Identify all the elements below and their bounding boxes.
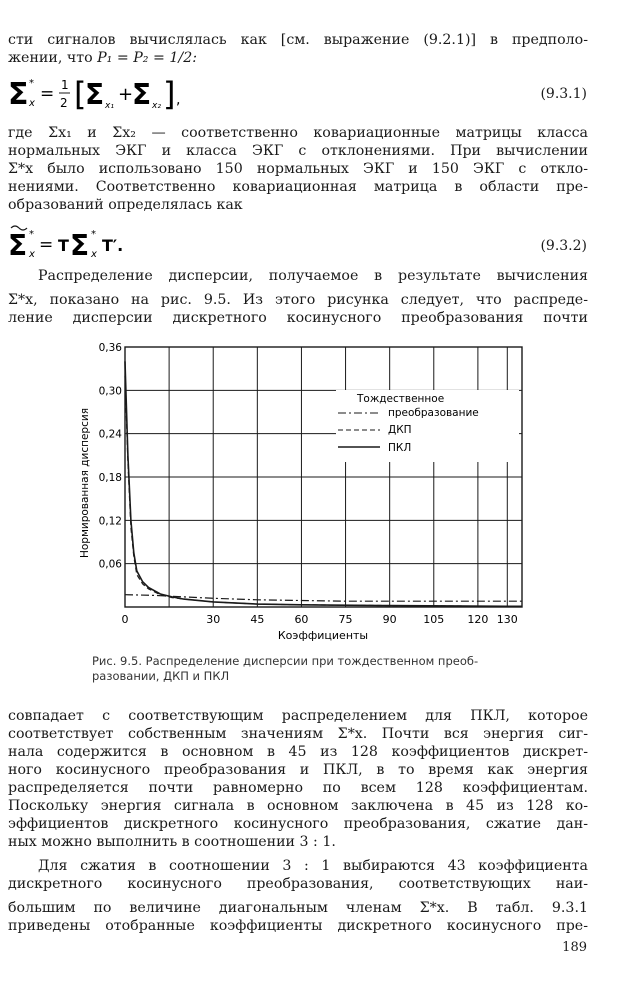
figure-caption: разовании, ДКП и ПКЛ — [92, 669, 230, 683]
x-tick-label: 90 — [382, 613, 397, 626]
text-line: Σ*x было использовано 150 нормальных ЭКГ и 150 ЭКГ с откло- — [8, 161, 588, 177]
y-tick-label: 0,30 — [98, 385, 122, 398]
equation-number: (9.3.2) — [540, 238, 587, 254]
text-fragment: жении, что — [8, 50, 98, 66]
svg-text:Σ: Σ — [8, 229, 28, 262]
text-line: дискретного косинусного преобразования, соответствующих наи- — [8, 876, 588, 892]
svg-text:Σ: Σ — [85, 78, 105, 111]
x-tick-label: 60 — [294, 613, 309, 626]
y-tick-label: 0,36 — [98, 342, 122, 354]
page-number: 189 — [562, 940, 587, 955]
equation-9-3-1 — [8, 74, 208, 114]
x-tick-label: 45 — [250, 613, 265, 626]
svg-text:Σ: Σ — [8, 77, 29, 112]
svg-text:[: [ — [74, 75, 87, 113]
equation-9-3-2 — [8, 222, 208, 262]
svg-text:=: = — [40, 84, 55, 104]
figure-caption: Рис. 9.5. Распределение дисперсии при тождественном преоб- — [92, 654, 479, 668]
chart-grid — [125, 347, 522, 607]
x-tick-label: 130 — [496, 613, 518, 626]
svg-text:*: * — [29, 78, 34, 89]
text-line: Распределение дисперсии, получаемое в результате вычисления — [38, 268, 588, 284]
svg-text:x: x — [29, 98, 35, 109]
x-tick-label: 120 — [467, 613, 489, 626]
svg-text:x₁: x₁ — [105, 101, 114, 111]
text-line: Поскольку энергия сигнала в основном заключена в 45 из 128 ко- — [8, 798, 588, 814]
legend-label-dct: ДКП — [388, 424, 412, 436]
text-line: большим по величине диагональным членам Σ*x. В табл. 9.3.1 — [8, 900, 588, 916]
svg-text:T: T — [58, 236, 69, 255]
legend-label-identity-2: преобразование — [388, 407, 479, 419]
text-line: где Σx₁ и Σx₂ — соответственно ковариационные матрицы класса — [8, 125, 588, 141]
inline-formula: P₁ = P₂ = 1/2: — [97, 50, 198, 66]
x-tick-label: 30 — [206, 613, 221, 626]
y-axis-label: Нормированная дисперсия — [79, 407, 91, 559]
svg-text:1: 1 — [61, 78, 69, 92]
legend-label-klt: ПКЛ — [388, 442, 412, 454]
x-tick-label: 75 — [338, 613, 353, 626]
text-line — [8, 49, 588, 67]
text-line: нала содержится в основном в 45 из 128 коэффициентов дискрет- — [8, 744, 588, 760]
text-line: Σ*x, показано на рис. 9.5. Из этого рисунка следует, что распреде- — [8, 292, 588, 308]
text-line: сти сигналов вычислялась как [см. выражение (9.2.1)] в предполо- — [8, 32, 588, 48]
text-line: Для сжатия в соотношении 3 : 1 выбираются 43 коэффициента — [38, 858, 588, 874]
equation-graphic — [8, 222, 208, 262]
x-tick-label: 105 — [423, 613, 445, 626]
svg-text:T′.: T′. — [102, 236, 124, 255]
chart-legend — [336, 390, 519, 462]
y-tick-label: 0,18 — [98, 472, 122, 484]
text-line: нормальных ЭКГ и класса ЭКГ с отклонениями. При вычислении — [8, 143, 588, 159]
svg-text:=: = — [39, 235, 54, 255]
svg-text:x: x — [91, 249, 97, 260]
svg-text:]: ] — [163, 75, 176, 113]
svg-text:Σ: Σ — [70, 229, 90, 262]
y-tick-label: 0,06 — [98, 558, 122, 571]
text-line: соответствует собственным значениям Σ*x. Почти вся энергия сиг- — [8, 726, 588, 742]
text-line: нениями. Соответственно ковариационная матрица в области пре- — [8, 179, 588, 195]
x-tick-label: 0 — [121, 613, 129, 626]
svg-text:*: * — [91, 229, 96, 240]
text-line: ного косинусного преобразования и ПКЛ, в то время как энергия — [8, 762, 588, 778]
text-line: приведены отобранные коэффициенты дискретного косинусного пре- — [8, 918, 588, 934]
svg-text:Σ: Σ — [132, 78, 152, 111]
svg-text:x: x — [29, 249, 35, 260]
y-tick-label: 0,12 — [98, 515, 122, 528]
text-line: совпадает с соответствующим распределением для ПКЛ, которое — [8, 708, 588, 724]
svg-text:x₂: x₂ — [152, 101, 161, 111]
svg-text:*: * — [29, 229, 34, 240]
svg-text:,: , — [176, 92, 181, 108]
legend-label-identity-1: Тождественное — [357, 393, 445, 405]
text-line: ление дисперсии дискретного косинусного преобразования почти — [8, 310, 588, 326]
series-identity-line — [125, 595, 522, 602]
text-line: эффициентов дискретного косинусного преобразования, сжатие дан- — [8, 816, 588, 832]
text-line: распределяется почти равномерно по всем 128 коэффициентам. — [8, 780, 588, 796]
equation-number: (9.3.1) — [540, 86, 587, 102]
equation-graphic — [8, 74, 208, 114]
text-line: ных можно выполнить в соотношении 3 : 1. — [8, 834, 336, 850]
text-line: образований определялась как — [8, 197, 243, 213]
y-tick-label: 0,24 — [98, 428, 122, 441]
chart-ticks — [99, 342, 518, 626]
x-axis-label: Коэффициенты — [277, 629, 369, 642]
variance-distribution-chart — [0, 335, 619, 655]
svg-text:+: + — [118, 84, 134, 105]
svg-text:2: 2 — [60, 96, 68, 110]
